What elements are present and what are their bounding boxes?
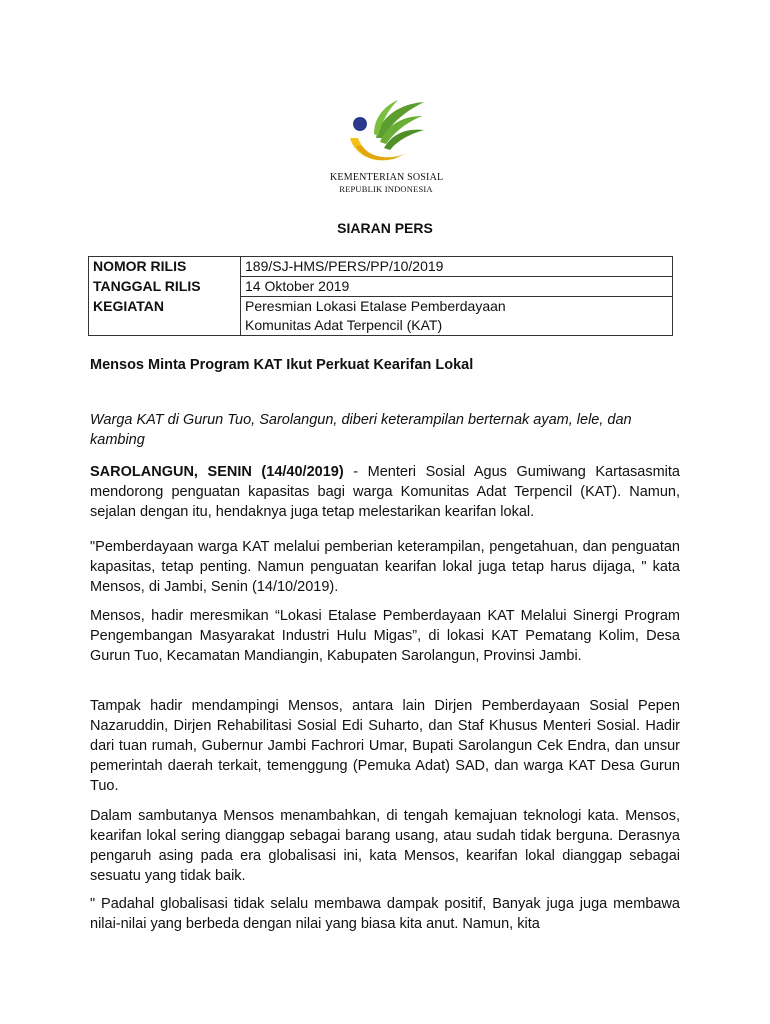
- org-name: KEMENTERIAN SOSIAL: [330, 172, 444, 183]
- paragraph-text: - Menteri Sosial Agus Gumiwang Kartasasmita mendorong penguatan kapasitas bagi warga Komunitas Adat Terpencil (KAT). Namun, sejalan dengan itu, hendaknya juga tetap melestarikan kearifan lokal.: [90, 464, 680, 520]
- meta-value-line: 14 Oktober 2019: [245, 278, 350, 294]
- subheadline: Warga KAT di Gurun Tuo, Sarolangun, diberi keterampilan berternak ayam, lele, dan kambing: [90, 412, 632, 448]
- meta-label: KEGIATAN: [89, 297, 241, 336]
- release-metadata-table: [88, 256, 673, 336]
- dateline: SAROLANGUN, SENIN (14/40/2019): [90, 464, 344, 480]
- ministry-logo: [330, 98, 442, 194]
- meta-row-kegiatan: [89, 297, 673, 336]
- headline: Mensos Minta Program KAT Ikut Perkuat Kearifan Lokal: [90, 357, 474, 373]
- meta-row-nomor: [89, 257, 673, 277]
- paragraph: [90, 537, 680, 597]
- paragraph-text: " Padahal globalisasi tidak selalu membawa dampak positif, Banyak juga juga membawa nilai-nilai yang berbeda dengan nilai yang biasa kita anut. Namun, kita: [90, 896, 680, 932]
- paragraph-text: Tampak hadir mendampingi Mensos, antara lain Dirjen Pemberdayaan Sosial Pepen Nazaruddin, Dirjen Rehabilitasi Sosial Edi Suharto, dan Staf Khusus Menteri Sosial. Hadir dari tuan rumah, Gubernur Jambi Fachrori Umar, Bupati Sarolangun Cek Endra, dan unsur pemerintah daerah terkait, temenggung (Pemuka Adat) SAD, dan warga KAT Desa Gurun Tuo.: [90, 698, 680, 794]
- paragraph: [90, 894, 680, 934]
- ministry-emblem-icon: [346, 98, 426, 170]
- meta-value: [241, 297, 673, 336]
- paragraph-text: "Pemberdayaan warga KAT melalui pemberian keterampilan, pengetahuan, dan penguatan kapasitas, tetap penting. Namun penguatan kearifan lokal juga tetap harus dijaga, " kata Mensos, di Jambi, Senin (14/10/2019).: [90, 539, 680, 595]
- meta-row-tanggal: [89, 277, 673, 297]
- paragraph: [90, 806, 680, 886]
- org-subname: REPUBLIK INDONESIA: [339, 184, 433, 194]
- paragraph-text: Mensos, hadir meresmikan “Lokasi Etalase Pemberdayaan KAT Melalui Sinergi Program Pengembangan Masyarakat Industri Hulu Migas”, di lokasi KAT Pematang Kolim, Desa Gurun Tuo, Kecamatan Mandiangin, Kabupaten Sarolangun, Provinsi Jambi.: [90, 608, 680, 664]
- meta-value-line: Peresmian Lokasi Etalase Pemberdayaan: [245, 298, 506, 314]
- meta-label: NOMOR RILIS: [89, 257, 241, 277]
- document-title: SIARAN PERS: [337, 220, 433, 236]
- meta-value-line: Komunitas Adat Terpencil (KAT): [245, 317, 443, 333]
- paragraph: [90, 606, 680, 666]
- paragraph-text: Dalam sambutanya Mensos menambahkan, di tengah kemajuan teknologi kata. Mensos, kearifan lokal sering dianggap sebagai barang usang, atau sudah tidak berguna. Derasnya pengaruh asing pada era globalisasi ini, kata Mensos, kearifan lokal dianggap sebagai sesuatu yang tidak baik.: [90, 808, 680, 884]
- paragraph: [90, 696, 680, 796]
- meta-value-line: 189/SJ-HMS/PERS/PP/10/2019: [245, 258, 444, 274]
- meta-value: [241, 277, 673, 297]
- paragraph: [90, 462, 680, 522]
- meta-label: TANGGAL RILIS: [89, 277, 241, 297]
- meta-value: [241, 257, 673, 277]
